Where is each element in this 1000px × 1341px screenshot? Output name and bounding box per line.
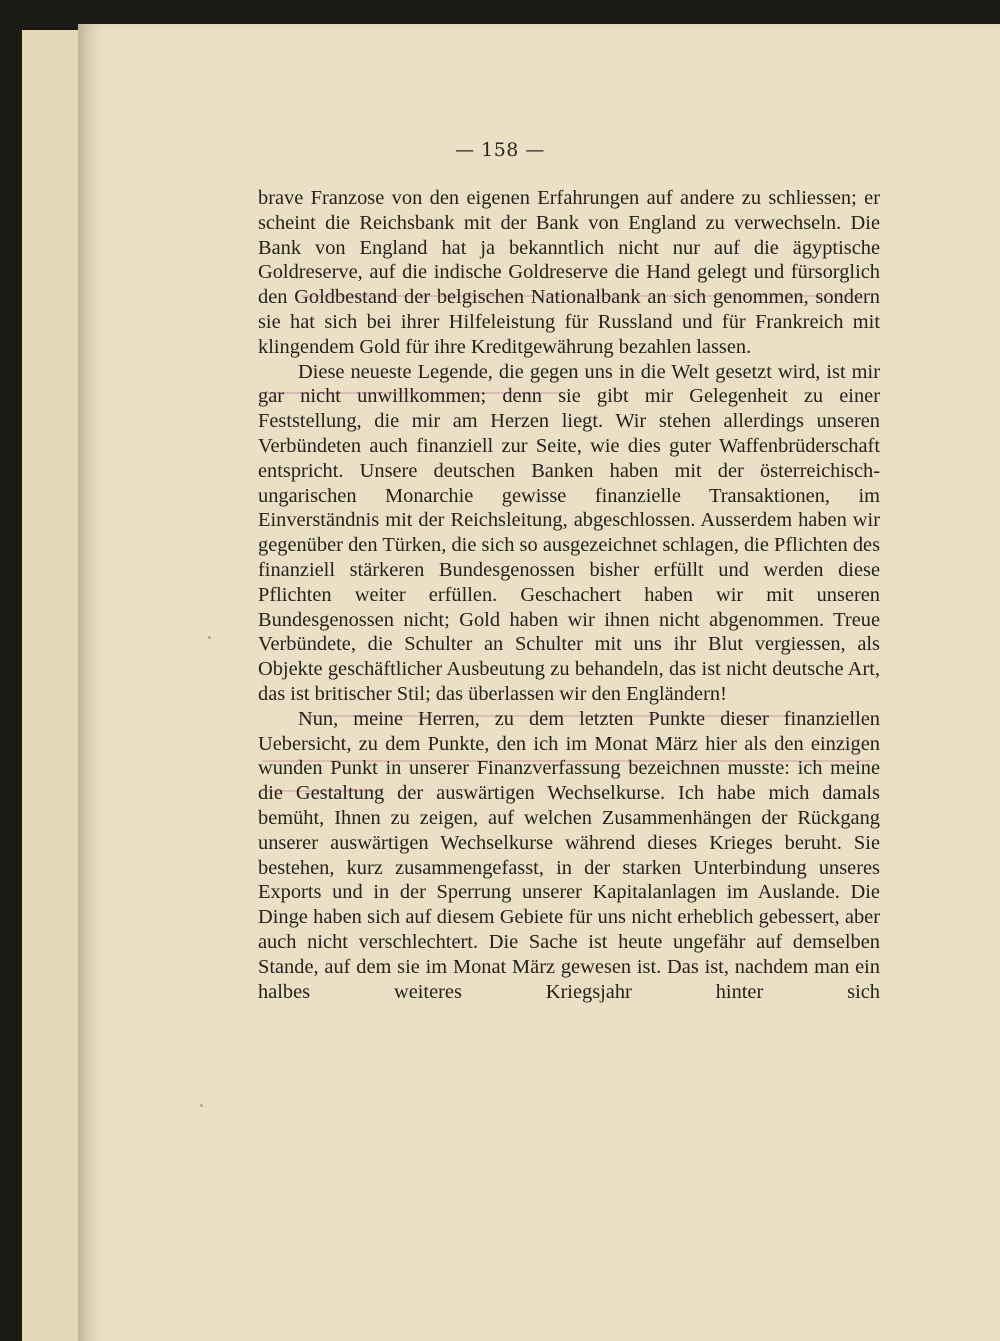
- paragraph: Nun, meine Herren, zu dem letzten Punkte dieser finanziellen Uebersicht, zu dem Punkte, den ich im Monat März hier als den einzigen wunden Punkt in unserer Finanzverfassung bezeichnen musste: ich meine die Gestaltung der auswärtigen Wechselkurse. Ich habe mich damals bemüht, Ihnen zu zeigen, auf welchen Zusammenhängen der Rückgang unserer auswärtigen Wechselkurse während dieses Krieges beruht. Sie bestehen, kurz zusammengefasst, in der starken Unterbindung unseres Exports und in der Sperrung unserer Kapitalanlagen im Auslande. Die Dinge haben sich auf diesem Gebiete für uns nicht erheblich gebessert, aber auch nicht verschlechtert. Die Sache ist heute ungefähr auf demselben Stande, auf dem sie im Monat März gewesen ist. Das ist, nachdem man ein halbes weiteres Kriegsjahr hinter sich: [258, 707, 880, 1003]
- paper-speck: [208, 636, 211, 639]
- page-number: — 158 —: [455, 139, 545, 161]
- paragraph: Diese neueste Legende, die gegen uns in die Welt gesetzt wird, ist mir gar nicht unwillkommen; denn sie gibt mir Gelegenheit zu einer Feststellung, die mir am Herzen liegt. Wir stehen allerdings unseren Verbündeten auch finanziell zur Seite, wie dies guter Waffenbrüderschaft entspricht. Unsere deutschen Banken haben mit der österreichisch-ungarischen Monarchie gewisse finanzielle Transaktionen, im Einverständnis mit der Reichsleitung, abgeschlossen. Ausserdem haben wir gegenüber den Türken, die sich so ausgezeichnet schlagen, die Pflichten des finanziell stärkeren Bundesgenossen bisher erfüllt und werden diese Pflichten weiter erfüllen. Geschachert haben wir mit unseren Bundesgenossen nicht; Gold haben wir ihnen nicht abgenommen. Treue Verbündete, die Schulter an Schulter mit uns ihr Blut vergiessen, als Objekte geschäftlicher Ausbeutung zu behandeln, das ist nicht deutsche Art, das ist britischer Stil; das überlassen wir den Engländern!: [258, 360, 880, 705]
- paper-speck: [200, 1104, 203, 1107]
- paragraph: brave Franzose von den eigenen Erfahrungen auf andere zu schliessen; er scheint die Reichsbank mit der Bank von England zu verwechseln. Die Bank von England hat ja bekanntlich nicht nur auf die ägyptische Goldreserve, auf die indische Goldreserve die Hand gelegt und fürsorglich den Goldbestand der belgischen Nationalbank an sich genommen, sondern sie hat sich bei ihrer Hilfeleistung für Russland und für Frankreich mit klingendem Gold für ihre Kreditgewährung bezahlen lassen.: [258, 187, 880, 358]
- body-text: [258, 186, 880, 1004]
